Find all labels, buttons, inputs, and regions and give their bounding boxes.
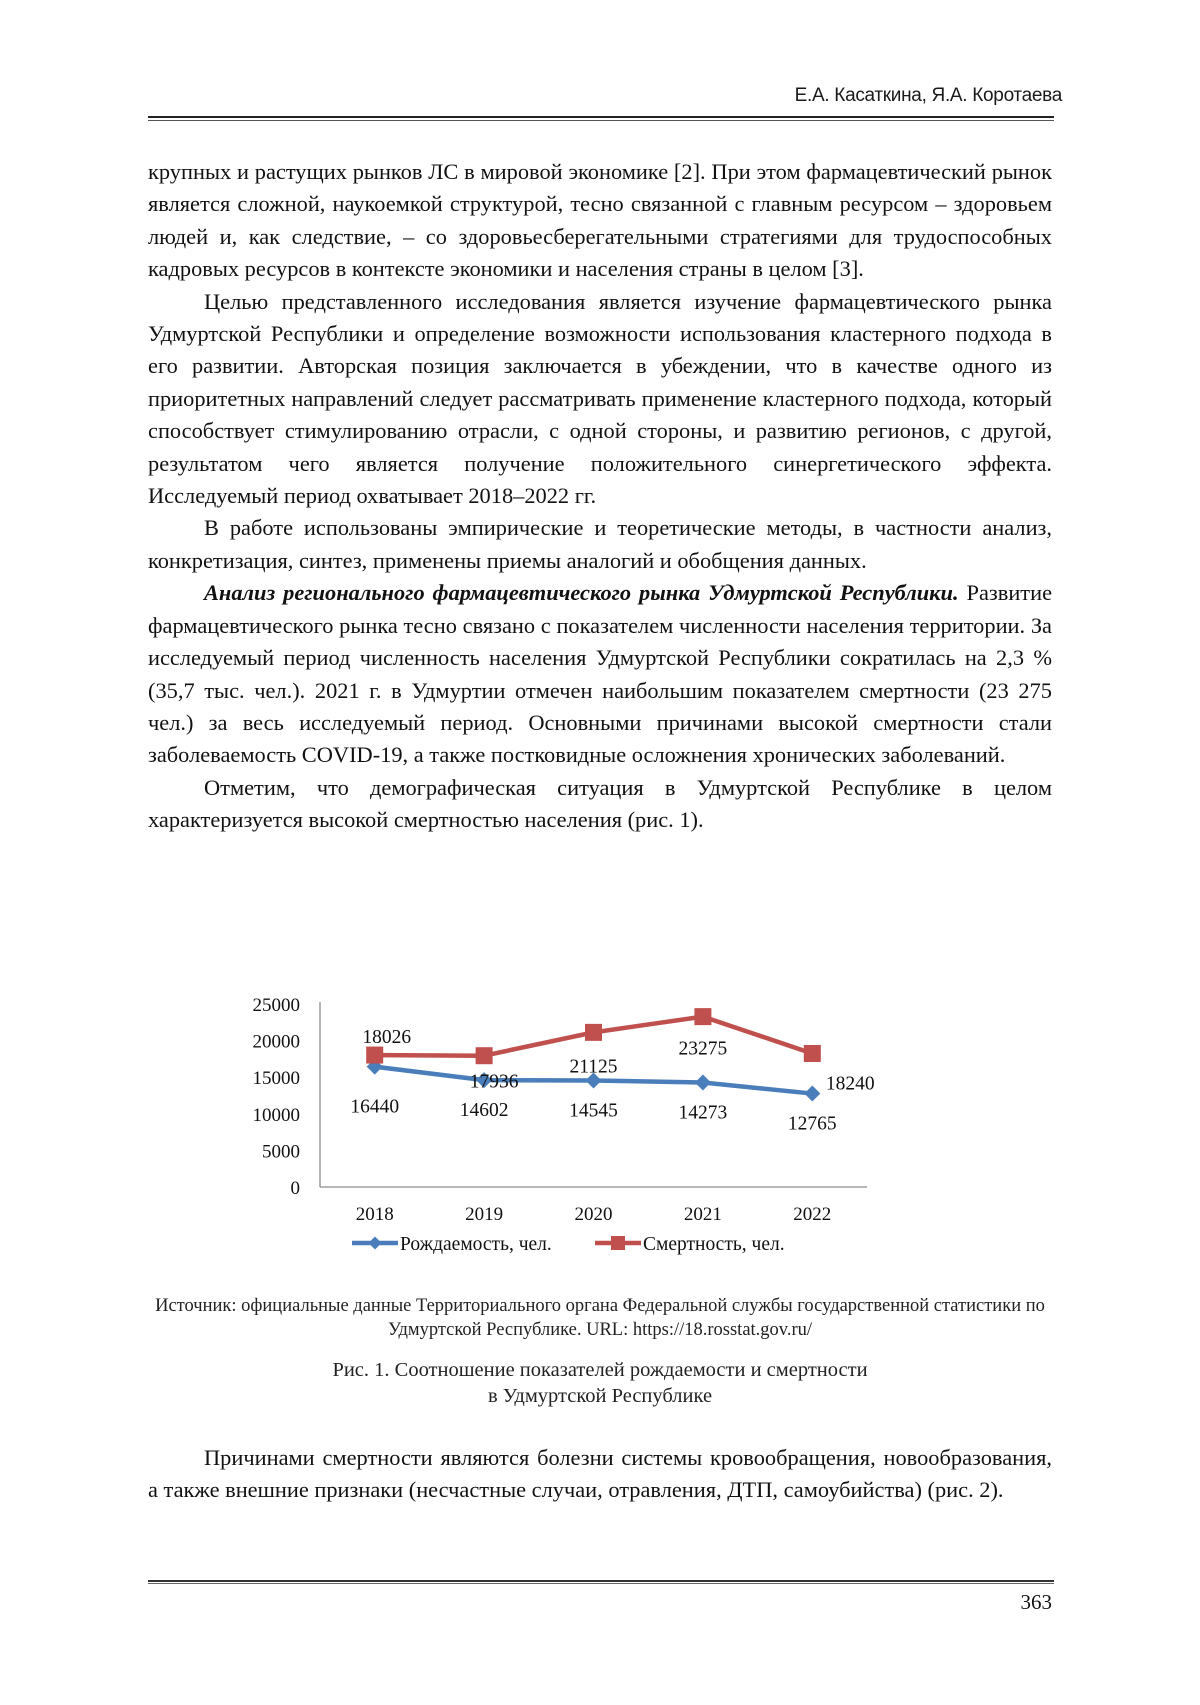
data-point-square bbox=[694, 1008, 711, 1025]
running-head-authors: Е.А. Касаткина, Я.А. Коротаева bbox=[794, 85, 1062, 106]
series-layer bbox=[350, 1008, 874, 1134]
x-tick-label: 2019 bbox=[465, 1204, 504, 1225]
data-label: 12765 bbox=[787, 1113, 837, 1135]
header-rule bbox=[148, 116, 1054, 121]
figure-caption-line-2: в Удмуртской Республике bbox=[487, 1385, 713, 1407]
data-point-square bbox=[585, 1024, 602, 1041]
y-axis bbox=[253, 995, 321, 1199]
y-tick-label: 15000 bbox=[252, 1068, 300, 1090]
x-tick-label: 2020 bbox=[574, 1204, 613, 1225]
footer-rule bbox=[148, 1580, 1054, 1584]
x-tick-label: 2021 bbox=[683, 1204, 722, 1225]
line-chart bbox=[230, 986, 970, 1276]
data-point-square bbox=[476, 1047, 493, 1064]
figure-caption bbox=[148, 1357, 1052, 1409]
y-tick-label: 10000 bbox=[252, 1104, 300, 1126]
data-label: 14273 bbox=[678, 1102, 728, 1124]
data-label: 17936 bbox=[469, 1071, 519, 1093]
data-point-diamond bbox=[695, 1075, 711, 1091]
data-label: 23275 bbox=[678, 1038, 728, 1060]
data-label: 14602 bbox=[459, 1100, 509, 1122]
legend-item-births bbox=[352, 1234, 552, 1255]
paragraph-1: крупных и растущих рынков ЛС в мировой экономике [2]. При этом фармацевтический рынок является сложной, наукоемкой структурой, тесно связанной с главным ресурсом – здоровьем людей и, как следствие, – со здоровьесберегательными стратегиями для трудоспособных кадровых ресурсов в контексте экономики и населения страны в целом [3]. bbox=[148, 159, 1052, 282]
data-label: 16440 bbox=[350, 1096, 400, 1118]
y-tick-label: 20000 bbox=[252, 1031, 300, 1053]
data-point-diamond bbox=[804, 1086, 820, 1102]
data-point-square bbox=[804, 1045, 821, 1062]
legend-label: Смертность, чел. bbox=[643, 1234, 785, 1255]
legend-label: Рождаемость, чел. bbox=[400, 1234, 552, 1255]
legend-marker-square bbox=[611, 1236, 625, 1250]
x-axis bbox=[320, 1187, 867, 1225]
paragraph-5: Отметим, что демографическая ситуация в Удмуртской Республике в целом характеризуется высокой смертностью населения (рис. 1). bbox=[148, 774, 1052, 833]
data-label: 14545 bbox=[569, 1100, 618, 1122]
legend-item-deaths bbox=[595, 1234, 785, 1255]
data-label: 18240 bbox=[825, 1073, 875, 1095]
figure-caption-line-1: Рис. 1. Соотношение показателей рождаемости и смертности bbox=[332, 1359, 868, 1381]
data-point-square bbox=[366, 1047, 383, 1064]
legend-marker-diamond bbox=[369, 1237, 382, 1250]
x-tick-label: 2018 bbox=[355, 1204, 394, 1225]
paragraph-3: В работе использованы эмпирические и теоретические методы, в частности анализ, конкретизация, синтез, применены приемы аналогий и обобщения данных. bbox=[148, 515, 1052, 573]
section-heading: Анализ регионального фармацевтического рынка Удмуртской Республики. bbox=[204, 580, 959, 606]
paragraph-4 bbox=[148, 577, 1052, 771]
paragraph-2: Целью представленного исследования является изучение фармацевтического рынка Удмуртской Республики и определение возможности использования кластерного подхода в его развитии. Авторская позиция заключается в убеждении, что в качестве одного из приоритетных направлений следует рассматривать применение кластерного подхода, который способствует стимулированию отрасли, с одной стороны, и развитию регионов, с другой, результатом чего является получение положительного синергетического эффекта. Исследуемый период охватывает 2018–2022 гг. bbox=[148, 288, 1052, 509]
x-tick-label: 2022 bbox=[793, 1204, 832, 1225]
data-label: 18026 bbox=[362, 1027, 412, 1049]
y-tick-label: 25000 bbox=[252, 995, 300, 1016]
body-text-bottom bbox=[148, 1442, 1052, 1507]
data-label: 21125 bbox=[569, 1056, 618, 1078]
chart-legend bbox=[352, 1234, 785, 1255]
body-text-top bbox=[148, 156, 1052, 837]
figure-1-chart bbox=[230, 986, 970, 1276]
paragraph-4-text: Развитие фармацевтического рынка тесно связано с показателем численности населения территории. За исследуемый период численность населения Удмуртской Республики сократилась на 2,3 % (35,7 тыс. чел.). 2021 г. в Удмуртии отмечен наибольшим показателем смертности (23 275 чел.) за весь исследуемый период. Основными причинами высокой смертности стали заболеваемость COVID-19, а также постковидные осложнения хронических заболеваний. bbox=[148, 580, 1053, 768]
y-tick-label: 0 bbox=[290, 1178, 300, 1199]
figure-source-note: Источник: официальные данные Территориального органа Федеральной службы государственной статистики по Удмуртской Республике. URL: https://18.rosstat.gov.ru/ bbox=[155, 1296, 1045, 1340]
y-tick-label: 5000 bbox=[262, 1141, 300, 1163]
paragraph-6: Причинами смертности являются болезни системы кровообращения, новообразования, а также внешние признаки (несчастные случаи, отравления, ДТП, самоубийства) (рис. 2). bbox=[148, 1445, 1052, 1503]
page-number: 363 bbox=[1020, 1590, 1052, 1614]
